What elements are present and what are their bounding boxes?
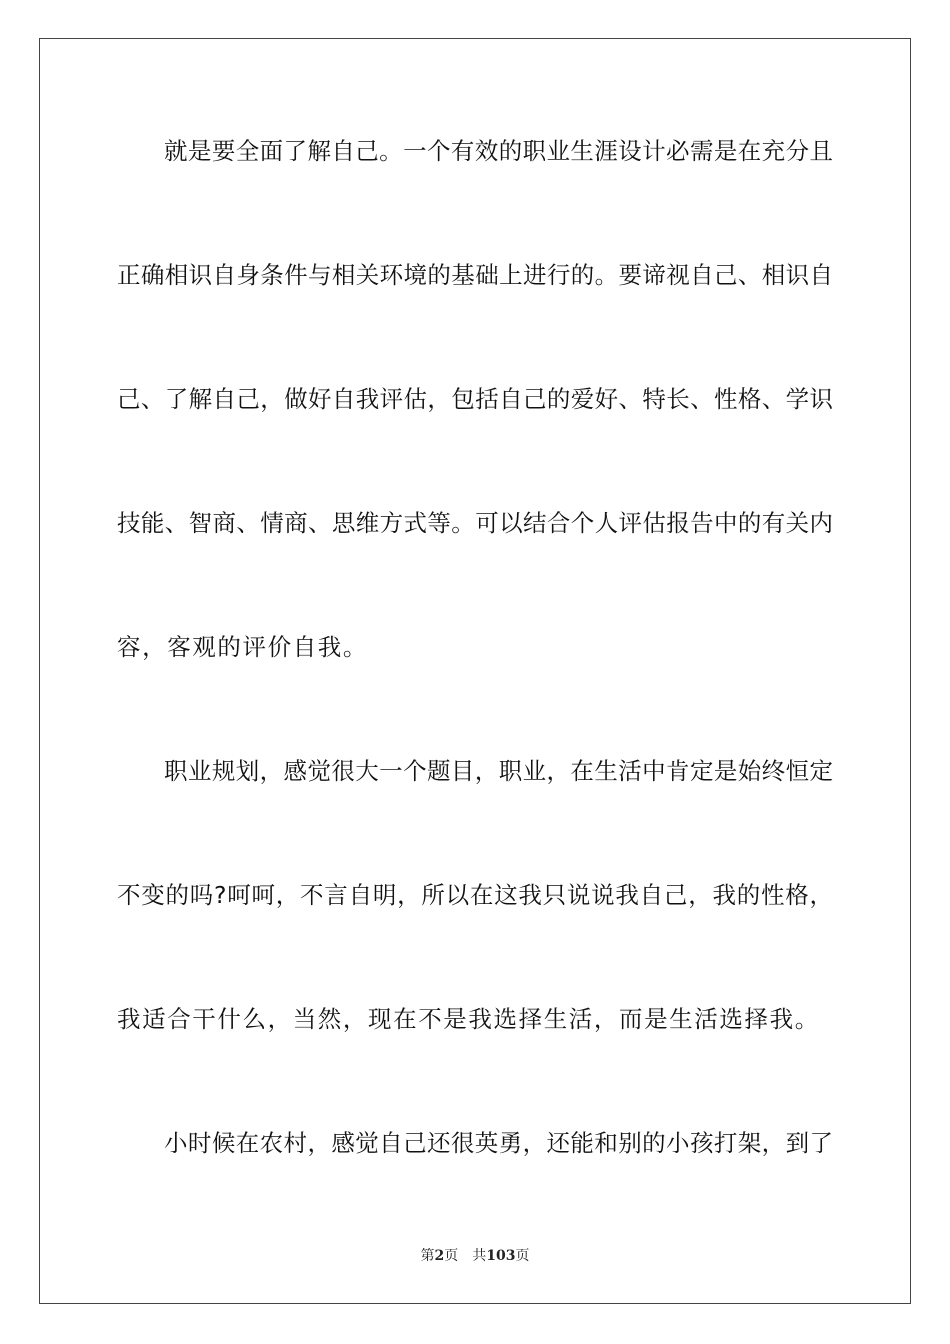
paragraph-2-line-2: 不变的吗?呵呵，不言自明，所以在这我只说说我自己，我的性格， bbox=[117, 881, 833, 909]
page-footer bbox=[0, 1245, 950, 1265]
paragraph-1-line-5: 容，客观的评价自我。 bbox=[117, 633, 368, 661]
footer-page-prefix: 第 bbox=[420, 1248, 435, 1264]
paragraph-1-line-1: 就是要全面了解自己。一个有效的职业生涯设计必需是在充分且 bbox=[164, 137, 833, 165]
paragraph-3-line-1: 小时候在农村，感觉自己还很英勇，还能和别的小孩打架，到了 bbox=[164, 1129, 833, 1157]
footer-page-suffix: 页 bbox=[444, 1248, 459, 1264]
footer-total-prefix: 共 bbox=[472, 1248, 487, 1264]
paragraph-2-line-3: 我适合干什么，当然，现在不是我选择生活，而是生活选择我。 bbox=[117, 1005, 820, 1033]
page-frame bbox=[39, 38, 911, 1304]
paragraph-2-line-1: 职业规划，感觉很大一个题目，职业，在生活中肯定是始终恒定 bbox=[164, 757, 833, 785]
paragraph-1-line-3: 己、了解自己，做好自我评估，包括自己的爱好、特长、性格、学识 bbox=[117, 385, 833, 413]
footer-page-number: 2 bbox=[434, 1248, 445, 1264]
footer-total-pages: 103 bbox=[486, 1248, 516, 1264]
paragraph-1-line-2: 正确相识自身条件与相关环境的基础上进行的。要谛视自己、相识自 bbox=[117, 261, 833, 289]
footer-total-suffix: 页 bbox=[515, 1248, 530, 1264]
paragraph-1-line-4: 技能、智商、情商、思维方式等。可以结合个人评估报告中的有关内 bbox=[117, 509, 833, 537]
